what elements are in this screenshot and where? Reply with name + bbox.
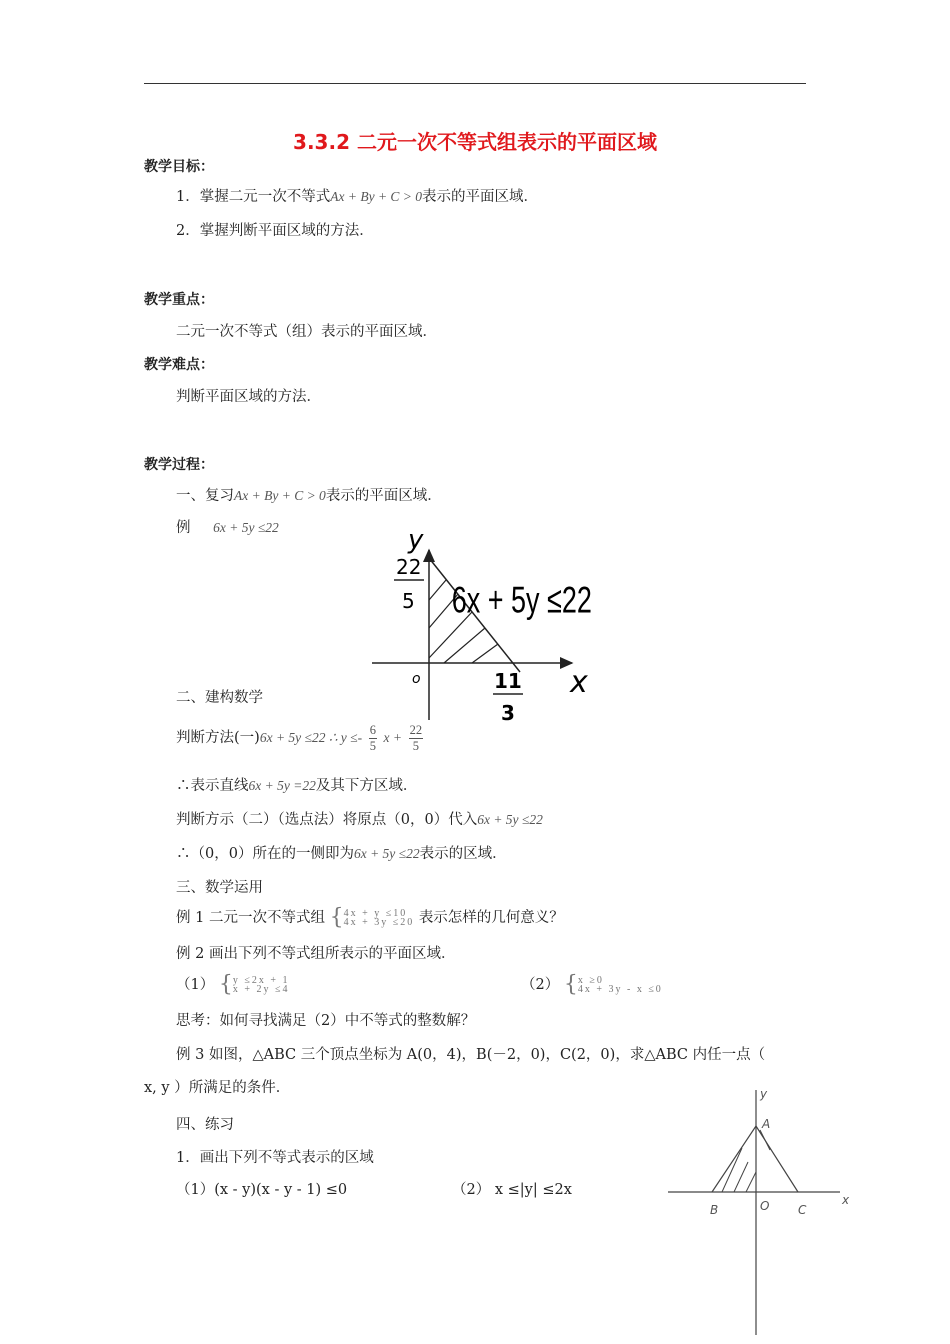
graph2-x-label: x bbox=[842, 1193, 850, 1207]
graph1-y-intercept-den: 5 bbox=[402, 589, 415, 613]
method1-fraction-2: $\frac{22}{5}$ bbox=[409, 722, 423, 753]
region-graph bbox=[360, 520, 610, 730]
triangle-hatch bbox=[722, 1130, 770, 1192]
graph2-y-label: y bbox=[760, 1087, 768, 1101]
goal-item-1 bbox=[176, 185, 538, 206]
think-line: 思考：如何寻找满足（2）中不等式的整数解？ bbox=[176, 1013, 476, 1029]
origin-prefix: ∴（0，0）所在的一侧即为 bbox=[176, 846, 354, 862]
goals-heading: 教学目标： bbox=[144, 159, 214, 175]
origin-suffix: 表示的区域． bbox=[419, 846, 507, 862]
origin-line bbox=[176, 842, 507, 863]
origin-math: 6x + 5y ≤22 bbox=[353, 846, 420, 861]
method1-fraction-1: $\frac{6}{5}$ bbox=[369, 722, 376, 753]
example2-system-2: x ≥0 4x + 3y - x ≤0 bbox=[577, 975, 663, 995]
practice-item-1: 1．画出下列不等式表示的区域 bbox=[176, 1150, 374, 1166]
graph1-x-intercept-den: 3 bbox=[501, 701, 515, 725]
example2-part1: （1） { y ≤2x + 1 x + 2y ≤4 bbox=[176, 972, 290, 997]
practice-item-1b: （2） x ≤|y| ≤2x bbox=[452, 1182, 572, 1198]
key-point-heading: 教学重点： bbox=[144, 292, 214, 308]
graph1-x-label: x bbox=[570, 665, 588, 700]
key-point-text: 二元一次不等式（组）表示的平面区域． bbox=[176, 324, 437, 340]
example1-line: 例 1 二元一次不等式组 { 4x + y ≤10 4x + 3y ≤20 表示怎样的几何意义？ bbox=[176, 905, 564, 930]
line-math: 6x + 5y =22 bbox=[248, 778, 316, 793]
method1-line bbox=[176, 722, 425, 754]
graph2-point-o: O bbox=[760, 1199, 770, 1213]
goal-1-prefix: 1．掌握二元一次不等式 bbox=[176, 189, 331, 205]
method1-prefix: 判断方法(一) bbox=[176, 730, 260, 746]
practice-heading: 四、练习 bbox=[176, 1117, 234, 1133]
method1-mid: x + bbox=[383, 730, 403, 745]
graph1-y-intercept-num: 22 bbox=[396, 555, 422, 579]
method2-math: 6x + 5y ≤22 bbox=[477, 812, 543, 827]
example1-suffix: 表示怎样的几何意义？ bbox=[418, 910, 564, 926]
goal-item-2: 2．掌握判断平面区域的方法． bbox=[176, 223, 374, 239]
method1-math: 6x + 5y ≤22 ∴ y ≤- bbox=[259, 730, 363, 745]
example2-system-1: y ≤2x + 1 x + 2y ≤4 bbox=[232, 975, 290, 995]
graph1-inequality: 6x + 5y ≤22 bbox=[451, 578, 592, 621]
graph2-point-c: C bbox=[798, 1203, 807, 1217]
example-label: 例 bbox=[176, 520, 191, 536]
method2-line bbox=[176, 808, 543, 829]
review-line bbox=[176, 484, 442, 505]
construct-heading: 二、建构数学 bbox=[176, 690, 263, 706]
method2-prefix: 判断方示（二）（选点法）将原点（0，0）代入 bbox=[176, 812, 478, 828]
example3-line-2: x, y ）所满足的条件． bbox=[144, 1080, 291, 1096]
line-description bbox=[176, 774, 417, 795]
graph1-origin: o bbox=[412, 671, 421, 687]
example2-line: 例 2 画出下列不等式组所表示的平面区域． bbox=[176, 946, 456, 962]
graph1-x-intercept-num: 11 bbox=[494, 669, 522, 693]
graph1-y-label: y bbox=[408, 525, 424, 555]
triangle-abc bbox=[712, 1126, 798, 1192]
process-heading: 教学过程： bbox=[144, 457, 214, 473]
review-math: Ax + By + C > 0 bbox=[234, 488, 326, 503]
difficulty-text: 判断平面区域的方法． bbox=[176, 389, 321, 405]
example-line bbox=[176, 516, 279, 537]
header-rule bbox=[144, 83, 806, 84]
page-title: 3.3.2 二元一次不等式组表示的平面区域 bbox=[293, 130, 657, 154]
review-prefix: 一、复习 bbox=[176, 488, 234, 504]
apply-heading: 三、数学运用 bbox=[176, 880, 263, 896]
difficulty-heading: 教学难点： bbox=[144, 357, 214, 373]
review-suffix: 表示的平面区域． bbox=[325, 488, 442, 504]
graph2-point-a: A bbox=[762, 1117, 771, 1131]
example-math: 6x + 5y ≤22 bbox=[213, 520, 279, 535]
example1-prefix: 例 1 二元一次不等式组 bbox=[176, 910, 325, 926]
example2-part2: （2） { x ≥0 4x + 3y - x ≤0 bbox=[521, 972, 663, 997]
line-suffix: 及其下方区域． bbox=[315, 778, 418, 794]
triangle-graph bbox=[660, 1080, 860, 1340]
example1-system: 4x + y ≤10 4x + 3y ≤20 bbox=[343, 908, 415, 928]
goal-1-suffix: 表示的平面区域． bbox=[422, 189, 539, 205]
graph2-point-b: B bbox=[710, 1203, 719, 1217]
goal-1-math: Ax + By + C > 0 bbox=[330, 189, 423, 204]
line-prefix: ∴表示直线 bbox=[176, 778, 249, 794]
practice-item-1a: （1）(x - y)(x - y - 1) ≤0 bbox=[176, 1182, 348, 1198]
example3-line-1: 例 3 如图，△ABC 三个顶点坐标为 A(0，4)，B(－2，0)，C(2，0)，求△ABC 内任一点（ bbox=[176, 1047, 766, 1063]
